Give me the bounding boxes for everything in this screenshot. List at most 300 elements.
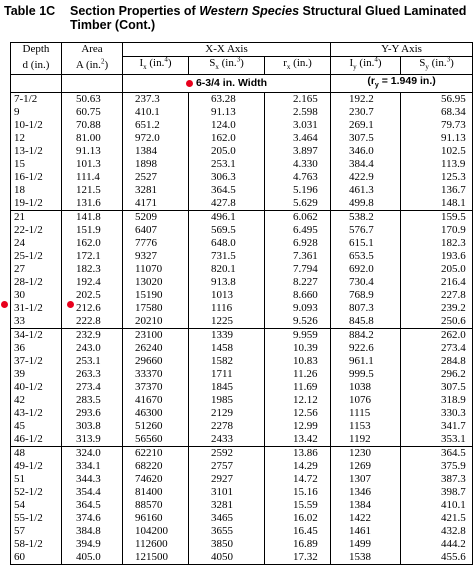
cell-ix: 62210 <box>123 447 189 461</box>
cell-sy: 296.2 <box>401 368 473 381</box>
cell-sy: 170.9 <box>401 224 473 237</box>
cell-rx: 7.794 <box>265 263 331 276</box>
cell-ix: 5209 <box>123 211 189 225</box>
cell-depth: 30 <box>11 289 62 302</box>
cell-ix: 33370 <box>123 368 189 381</box>
cell-area: 162.0 <box>62 237 123 250</box>
cell-area: 384.8 <box>62 525 123 538</box>
cell-sx: 2757 <box>189 460 265 473</box>
cell-sy: 444.2 <box>401 538 473 551</box>
table-row <box>11 237 473 250</box>
cell-ix: 651.2 <box>123 119 189 132</box>
cell-area: 394.9 <box>62 538 123 551</box>
table-row <box>11 197 473 211</box>
cell-sx: 2129 <box>189 407 265 420</box>
cell-sx: 91.13 <box>189 106 265 119</box>
cell-depth: 12 <box>11 132 62 145</box>
cell-iy: 1346 <box>331 486 401 499</box>
cell-area: 354.4 <box>62 486 123 499</box>
cell-sy: 284.8 <box>401 355 473 368</box>
cell-sx: 648.0 <box>189 237 265 250</box>
cell-iy: 730.4 <box>331 276 401 289</box>
cell-depth: 39 <box>11 368 62 381</box>
cell-depth: 57 <box>11 525 62 538</box>
cell-rx: 9.526 <box>265 315 331 329</box>
cell-iy: 384.4 <box>331 158 401 171</box>
cell-iy: 1192 <box>331 433 401 447</box>
cell-area: 293.6 <box>62 407 123 420</box>
cell-rx: 11.26 <box>265 368 331 381</box>
cell-sx: 253.1 <box>189 158 265 171</box>
cell-rx: 8.660 <box>265 289 331 302</box>
cell-iy: 1538 <box>331 551 401 565</box>
width-label: 6-3/4 in. Width <box>195 77 268 90</box>
cell-iy: 884.2 <box>331 329 401 343</box>
cell-iy: 922.6 <box>331 342 401 355</box>
cell-depth: 9 <box>11 106 62 119</box>
table-row <box>11 302 473 315</box>
table-row <box>11 420 473 433</box>
cell-rx: 7.361 <box>265 250 331 263</box>
cell-sy: 182.3 <box>401 237 473 250</box>
cell-iy: 768.9 <box>331 289 401 302</box>
cell-area: 253.1 <box>62 355 123 368</box>
cell-ix: 15190 <box>123 289 189 302</box>
cell-ix: 41670 <box>123 394 189 407</box>
cell-depth: 51 <box>11 473 62 486</box>
cell-sy: 91.13 <box>401 132 473 145</box>
cell-area: 313.9 <box>62 433 123 447</box>
cell-ix: 81400 <box>123 486 189 499</box>
cell-sy: 455.6 <box>401 551 473 565</box>
cell-area: 101.3 <box>62 158 123 171</box>
cell-area: 212.6 <box>62 302 123 315</box>
header-sy-unit: $S_y$ (in.$^3$) <box>401 57 473 75</box>
cell-sx: 364.5 <box>189 184 265 197</box>
table-caption <box>70 4 470 32</box>
cell-rx: 13.86 <box>265 447 331 461</box>
cell-iy: 807.3 <box>331 302 401 315</box>
cell-sy: 56.95 <box>401 93 473 107</box>
table-row <box>11 551 473 565</box>
cell-ix: 3281 <box>123 184 189 197</box>
cell-area: 273.4 <box>62 381 123 394</box>
table-row <box>11 525 473 538</box>
cell-area: 192.4 <box>62 276 123 289</box>
cell-sx: 2278 <box>189 420 265 433</box>
table-row <box>11 486 473 499</box>
table-row <box>11 342 473 355</box>
cell-rx: 13.42 <box>265 433 331 447</box>
cell-ix: 26240 <box>123 342 189 355</box>
table-row <box>11 289 473 302</box>
cell-sx: 1985 <box>189 394 265 407</box>
table-row <box>11 145 473 158</box>
cell-depth: 21 <box>11 211 62 225</box>
cell-sx: 2592 <box>189 447 265 461</box>
header-depth: Depth <box>11 43 62 57</box>
cell-depth: 24 <box>11 237 62 250</box>
cell-depth: 18 <box>11 184 62 197</box>
cell-ix: 96160 <box>123 512 189 525</box>
cell-area: 324.0 <box>62 447 123 461</box>
width-banner-row <box>11 75 473 93</box>
cell-rx: 16.02 <box>265 512 331 525</box>
cell-ix: 88570 <box>123 499 189 512</box>
cell-depth: 48 <box>11 447 62 461</box>
width-banner <box>123 75 331 93</box>
cell-sx: 3101 <box>189 486 265 499</box>
cell-depth: 54 <box>11 499 62 512</box>
cell-ix: 17580 <box>123 302 189 315</box>
table-row <box>11 224 473 237</box>
table-row <box>11 276 473 289</box>
cell-sy: 353.1 <box>401 433 473 447</box>
cell-depth: 58-1/2 <box>11 538 62 551</box>
cell-sy: 364.5 <box>401 447 473 461</box>
cell-area: 222.8 <box>62 315 123 329</box>
cell-rx: 3.031 <box>265 119 331 132</box>
cell-depth: 46-1/2 <box>11 433 62 447</box>
cell-ix: 972.0 <box>123 132 189 145</box>
cell-ix: 1898 <box>123 158 189 171</box>
cell-rx: 11.69 <box>265 381 331 394</box>
cell-area: 243.0 <box>62 342 123 355</box>
cell-depth: 31-1/2 <box>11 302 62 315</box>
table-label: Table 1C <box>4 4 56 18</box>
cell-area: 202.5 <box>62 289 123 302</box>
cell-iy: 845.8 <box>331 315 401 329</box>
cell-sy: 410.1 <box>401 499 473 512</box>
cell-rx: 2.598 <box>265 106 331 119</box>
cell-sx: 1458 <box>189 342 265 355</box>
table-row <box>11 93 473 107</box>
cell-area: 334.1 <box>62 460 123 473</box>
header-row-2 <box>11 57 473 75</box>
cell-iy: 1230 <box>331 447 401 461</box>
cell-sy: 341.7 <box>401 420 473 433</box>
cell-rx: 12.99 <box>265 420 331 433</box>
table-row <box>11 355 473 368</box>
highlight-marker-icon <box>186 80 193 87</box>
cell-sx: 1225 <box>189 315 265 329</box>
cell-iy: 461.3 <box>331 184 401 197</box>
table-row <box>11 381 473 394</box>
cell-ix: 9327 <box>123 250 189 263</box>
cell-iy: 422.9 <box>331 171 401 184</box>
cell-iy: 307.5 <box>331 132 401 145</box>
cell-sx: 3465 <box>189 512 265 525</box>
cell-depth: 25-1/2 <box>11 250 62 263</box>
cell-sx: 3655 <box>189 525 265 538</box>
cell-iy: 1499 <box>331 538 401 551</box>
cell-rx: 12.56 <box>265 407 331 420</box>
cell-sy: 330.3 <box>401 407 473 420</box>
cell-sx: 569.5 <box>189 224 265 237</box>
row-marker-icon <box>1 301 8 308</box>
cell-sx: 1711 <box>189 368 265 381</box>
cell-iy: 269.1 <box>331 119 401 132</box>
cell-ix: 2527 <box>123 171 189 184</box>
cell-depth: 40-1/2 <box>11 381 62 394</box>
table-row <box>11 447 473 461</box>
cell-area: 50.63 <box>62 93 123 107</box>
cell-rx: 3.897 <box>265 145 331 158</box>
cell-depth: 33 <box>11 315 62 329</box>
cell-rx: 4.330 <box>265 158 331 171</box>
cell-sy: 136.7 <box>401 184 473 197</box>
cell-ix: 51260 <box>123 420 189 433</box>
cell-sy: 239.2 <box>401 302 473 315</box>
cell-ix: 74620 <box>123 473 189 486</box>
cell-depth: 60 <box>11 551 62 565</box>
cell-ix: 11070 <box>123 263 189 276</box>
cell-sy: 68.34 <box>401 106 473 119</box>
cell-iy: 692.0 <box>331 263 401 276</box>
cell-area: 232.9 <box>62 329 123 343</box>
cell-iy: 1422 <box>331 512 401 525</box>
cell-sx: 306.3 <box>189 171 265 184</box>
cell-rx: 2.165 <box>265 93 331 107</box>
cell-depth: 37-1/2 <box>11 355 62 368</box>
cell-area: 263.3 <box>62 368 123 381</box>
cell-ix: 37370 <box>123 381 189 394</box>
cell-rx: 10.39 <box>265 342 331 355</box>
cell-iy: 230.7 <box>331 106 401 119</box>
cell-ix: 104200 <box>123 525 189 538</box>
cell-ix: 20210 <box>123 315 189 329</box>
cell-sx: 3850 <box>189 538 265 551</box>
cell-sx: 820.1 <box>189 263 265 276</box>
cell-sy: 307.5 <box>401 381 473 394</box>
cell-sy: 159.5 <box>401 211 473 225</box>
cell-sx: 63.28 <box>189 93 265 107</box>
cell-depth: 43-1/2 <box>11 407 62 420</box>
cell-depth: 27 <box>11 263 62 276</box>
cell-iy: 1269 <box>331 460 401 473</box>
cell-area: 70.88 <box>62 119 123 132</box>
cell-iy: 346.0 <box>331 145 401 158</box>
cell-rx: 8.227 <box>265 276 331 289</box>
ry-banner: ($r_y = 1.949$ in.) <box>331 75 473 93</box>
cell-sx: 427.8 <box>189 197 265 211</box>
cell-depth: 15 <box>11 158 62 171</box>
caption-part-2: Structural Glued Laminated Timber (Cont.) <box>70 4 467 32</box>
header-xx-axis: X-X Axis <box>123 43 331 57</box>
cell-area: 111.4 <box>62 171 123 184</box>
caption-species: Western Species <box>199 4 300 18</box>
header-yy-axis: Y-Y Axis <box>331 43 473 57</box>
table-row <box>11 250 473 263</box>
cell-rx: 6.062 <box>265 211 331 225</box>
cell-ix: 121500 <box>123 551 189 565</box>
cell-sx: 205.0 <box>189 145 265 158</box>
cell-sx: 731.5 <box>189 250 265 263</box>
cell-sx: 496.1 <box>189 211 265 225</box>
cell-depth: 49-1/2 <box>11 460 62 473</box>
cell-rx: 17.32 <box>265 551 331 565</box>
cell-rx: 15.16 <box>265 486 331 499</box>
cell-depth: 10-1/2 <box>11 119 62 132</box>
cell-iy: 615.1 <box>331 237 401 250</box>
cell-area: 364.5 <box>62 499 123 512</box>
table-row <box>11 158 473 171</box>
table-body <box>11 75 473 565</box>
cell-depth: 45 <box>11 420 62 433</box>
cell-area: 91.13 <box>62 145 123 158</box>
cell-rx: 12.12 <box>265 394 331 407</box>
cell-sx: 1013 <box>189 289 265 302</box>
cell-rx: 15.59 <box>265 499 331 512</box>
header-row-1 <box>11 43 473 57</box>
cell-iy: 653.5 <box>331 250 401 263</box>
cell-area: 405.0 <box>62 551 123 565</box>
cell-ix: 410.1 <box>123 106 189 119</box>
table-row <box>11 171 473 184</box>
cell-ix: 29660 <box>123 355 189 368</box>
cell-sx: 4050 <box>189 551 265 565</box>
table-row <box>11 460 473 473</box>
cell-iy: 1038 <box>331 381 401 394</box>
cell-sx: 913.8 <box>189 276 265 289</box>
cell-ix: 23100 <box>123 329 189 343</box>
cell-rx: 6.928 <box>265 237 331 250</box>
header-rx-unit: $r_x$ (in.) <box>265 57 331 75</box>
cell-sy: 113.9 <box>401 158 473 171</box>
cell-sx: 2433 <box>189 433 265 447</box>
cell-area: 141.8 <box>62 211 123 225</box>
cell-ix: 7776 <box>123 237 189 250</box>
cell-rx: 16.45 <box>265 525 331 538</box>
cell-ix: 1384 <box>123 145 189 158</box>
table-row <box>11 132 473 145</box>
cell-sx: 1339 <box>189 329 265 343</box>
cell-sy: 216.4 <box>401 276 473 289</box>
cell-rx: 9.959 <box>265 329 331 343</box>
cell-rx: 14.29 <box>265 460 331 473</box>
cell-depth: 42 <box>11 394 62 407</box>
cell-sy: 205.0 <box>401 263 473 276</box>
cell-iy: 1153 <box>331 420 401 433</box>
cell-sx: 1582 <box>189 355 265 368</box>
cell-iy: 538.2 <box>331 211 401 225</box>
table-row <box>11 329 473 343</box>
cell-sy: 125.3 <box>401 171 473 184</box>
cell-iy: 192.2 <box>331 93 401 107</box>
cell-sy: 421.5 <box>401 512 473 525</box>
table-row <box>11 119 473 132</box>
cell-area: 60.75 <box>62 106 123 119</box>
cell-area: 283.5 <box>62 394 123 407</box>
cell-sy: 318.9 <box>401 394 473 407</box>
cell-sx: 1845 <box>189 381 265 394</box>
table-row <box>11 106 473 119</box>
cell-depth: 36 <box>11 342 62 355</box>
cell-depth: 28-1/2 <box>11 276 62 289</box>
cell-depth: 7-1/2 <box>11 93 62 107</box>
cell-ix: 112600 <box>123 538 189 551</box>
cell-depth: 13-1/2 <box>11 145 62 158</box>
cell-sx: 1116 <box>189 302 265 315</box>
table-row <box>11 499 473 512</box>
cell-ix: 46300 <box>123 407 189 420</box>
header-iy-unit: $I_y$ (in.$^4$) <box>331 57 401 75</box>
cell-sy: 79.73 <box>401 119 473 132</box>
cell-depth: 52-1/2 <box>11 486 62 499</box>
cell-sx: 162.0 <box>189 132 265 145</box>
cell-iy: 999.5 <box>331 368 401 381</box>
cell-sy: 432.8 <box>401 525 473 538</box>
cell-sx: 2927 <box>189 473 265 486</box>
cell-sy: 193.6 <box>401 250 473 263</box>
area-marker-icon <box>67 301 74 308</box>
cell-depth: 34-1/2 <box>11 329 62 343</box>
cell-sy: 398.7 <box>401 486 473 499</box>
table-row <box>11 368 473 381</box>
table-row <box>11 211 473 225</box>
cell-area: 303.8 <box>62 420 123 433</box>
cell-ix: 68220 <box>123 460 189 473</box>
section-properties-table <box>10 42 473 565</box>
table-row <box>11 433 473 447</box>
cell-sy: 375.9 <box>401 460 473 473</box>
cell-area: 374.6 <box>62 512 123 525</box>
cell-iy: 576.7 <box>331 224 401 237</box>
cell-area: 121.5 <box>62 184 123 197</box>
table-row <box>11 263 473 276</box>
caption-part-1: Section Properties of <box>70 4 200 18</box>
cell-sx: 3281 <box>189 499 265 512</box>
table-row <box>11 315 473 329</box>
cell-area: 151.9 <box>62 224 123 237</box>
cell-iy: 499.8 <box>331 197 401 211</box>
header-area: Area <box>62 43 123 57</box>
table-row <box>11 473 473 486</box>
cell-sy: 250.6 <box>401 315 473 329</box>
cell-sy: 387.3 <box>401 473 473 486</box>
cell-ix: 13020 <box>123 276 189 289</box>
cell-ix: 237.3 <box>123 93 189 107</box>
table-row <box>11 512 473 525</box>
cell-rx: 4.763 <box>265 171 331 184</box>
cell-rx: 9.093 <box>265 302 331 315</box>
cell-sy: 262.0 <box>401 329 473 343</box>
cell-sy: 148.1 <box>401 197 473 211</box>
table-row <box>11 184 473 197</box>
cell-iy: 1384 <box>331 499 401 512</box>
cell-iy: 1461 <box>331 525 401 538</box>
cell-area: 344.3 <box>62 473 123 486</box>
header-ix-unit: $I_x$ (in.$^4$) <box>123 57 189 75</box>
cell-rx: 16.89 <box>265 538 331 551</box>
cell-ix: 4171 <box>123 197 189 211</box>
cell-area: 81.00 <box>62 132 123 145</box>
cell-sx: 124.0 <box>189 119 265 132</box>
cell-sy: 273.4 <box>401 342 473 355</box>
cell-area: 182.3 <box>62 263 123 276</box>
table-row <box>11 394 473 407</box>
cell-ix: 6407 <box>123 224 189 237</box>
cell-depth: 16-1/2 <box>11 171 62 184</box>
cell-sy: 227.8 <box>401 289 473 302</box>
cell-sy: 102.5 <box>401 145 473 158</box>
cell-area: 172.1 <box>62 250 123 263</box>
cell-rx: 6.495 <box>265 224 331 237</box>
cell-depth: 19-1/2 <box>11 197 62 211</box>
cell-iy: 1307 <box>331 473 401 486</box>
header-a-unit: A (in.$^2$) <box>62 57 123 75</box>
cell-rx: 5.196 <box>265 184 331 197</box>
